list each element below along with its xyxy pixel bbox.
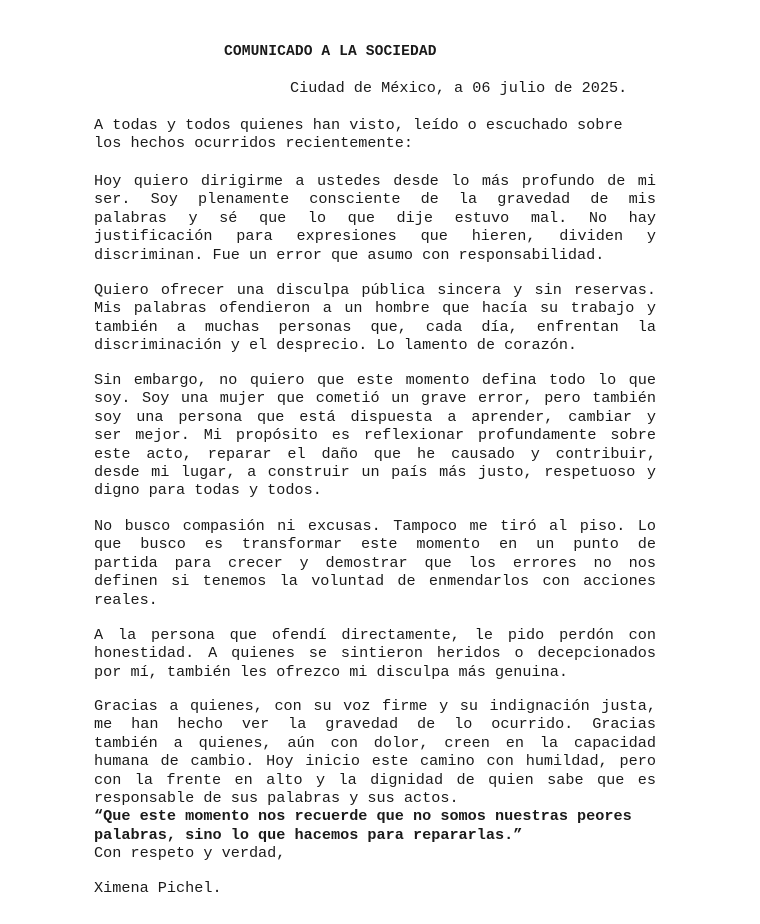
text-line: Hoy quiero dirigirme a ustedes desde lo más profundo de mi (94, 172, 656, 190)
document-title: COMUNICADO A LA SOCIEDAD (224, 44, 437, 60)
text-line: con la frente en alto y la dignidad de quien sabe que es (94, 770, 656, 789)
quote-line: palabras, sino lo que hacemos para repararlas.” (94, 825, 523, 844)
paragraph-3 (94, 371, 656, 500)
text-line: digno para todas y todos. (94, 481, 322, 500)
text-line: justificación para expresiones que hieren, dividen y (94, 227, 656, 246)
text-line: No busco compasión ni excusas. Tampoco me tiró al piso. Lo (94, 517, 656, 535)
salutation (94, 116, 656, 153)
quote-line: “Que este momento nos recuerde que no somos nuestras peores (94, 807, 632, 826)
text-line: Gracias a quienes, con su voz firme y su indignación justa, (94, 697, 656, 715)
text-line: A la persona que ofendí directamente, le pido perdón con (94, 626, 656, 644)
text-line: también a quienes, aún con dolor, creen en la capacidad (94, 733, 656, 752)
text-line: Quiero ofrecer una disculpa pública sincera y sin reservas. (94, 281, 656, 299)
paragraph-5 (94, 626, 656, 681)
closing: Con respeto y verdad, (94, 844, 286, 863)
text-line: Mis palabras ofendieron a un hombre que hacía su trabajo y (94, 299, 656, 318)
text-line: palabras y sé que lo que dije estuvo mal. No hay (94, 208, 656, 227)
text-line: discriminación y el desprecio. Lo lamento de corazón. (94, 336, 578, 355)
text-line: por mí, también les ofrezco mi disculpa más genuina. (94, 662, 568, 681)
text-line: soy una persona que está dispuesta a aprender, cambiar y (94, 407, 656, 426)
paragraph-1 (94, 172, 656, 264)
text-line: discriminan. Fue un error que asumo con responsabilidad. (94, 245, 605, 264)
text-line: este acto, reparar el daño que he causado y contribuir, (94, 444, 656, 463)
dateline: Ciudad de México, a 06 julio de 2025. (290, 79, 628, 97)
text-line: ser. Soy plenamente consciente de la gravedad de mis (94, 190, 656, 209)
paragraph-4 (94, 517, 656, 609)
text-line: responsable de sus palabras y sus actos. (94, 788, 459, 807)
signature-name: Ximena Pichel. (94, 879, 222, 897)
paragraph-6 (94, 697, 656, 863)
text-line: reales. (94, 590, 158, 609)
text-line: Sin embargo, no quiero que este momento defina todo lo que (94, 371, 656, 389)
text-line: soy. Soy una mujer que cometió un grave error, pero también (94, 389, 656, 408)
text-line: partida para crecer y demostrar que los errores no nos (94, 553, 656, 572)
text-line: definen si tenemos la voluntad de enmendarlos con acciones (94, 572, 656, 591)
text-line: honestidad. A quienes se sintieron heridos o decepcionados (94, 644, 656, 663)
text-line: que busco es transformar este momento en un punto de (94, 535, 656, 554)
text-line: desde mi lugar, a construir un país más justo, respetuoso y (94, 462, 656, 481)
paragraph-2 (94, 281, 656, 355)
signature (94, 879, 656, 897)
text-line: me han hecho ver la gravedad de lo ocurrido. Gracias (94, 715, 656, 734)
text-line: A todas y todos quienes han visto, leído o escuchado sobre (94, 116, 623, 134)
text-line: humana de cambio. Hoy inicio este camino con humildad, pero (94, 752, 656, 771)
text-line: ser mejor. Mi propósito es reflexionar profundamente sobre (94, 426, 656, 445)
text-line: los hechos ocurridos recientemente: (94, 134, 413, 153)
text-line: también a muchas personas que, cada día, enfrentan la (94, 317, 656, 336)
